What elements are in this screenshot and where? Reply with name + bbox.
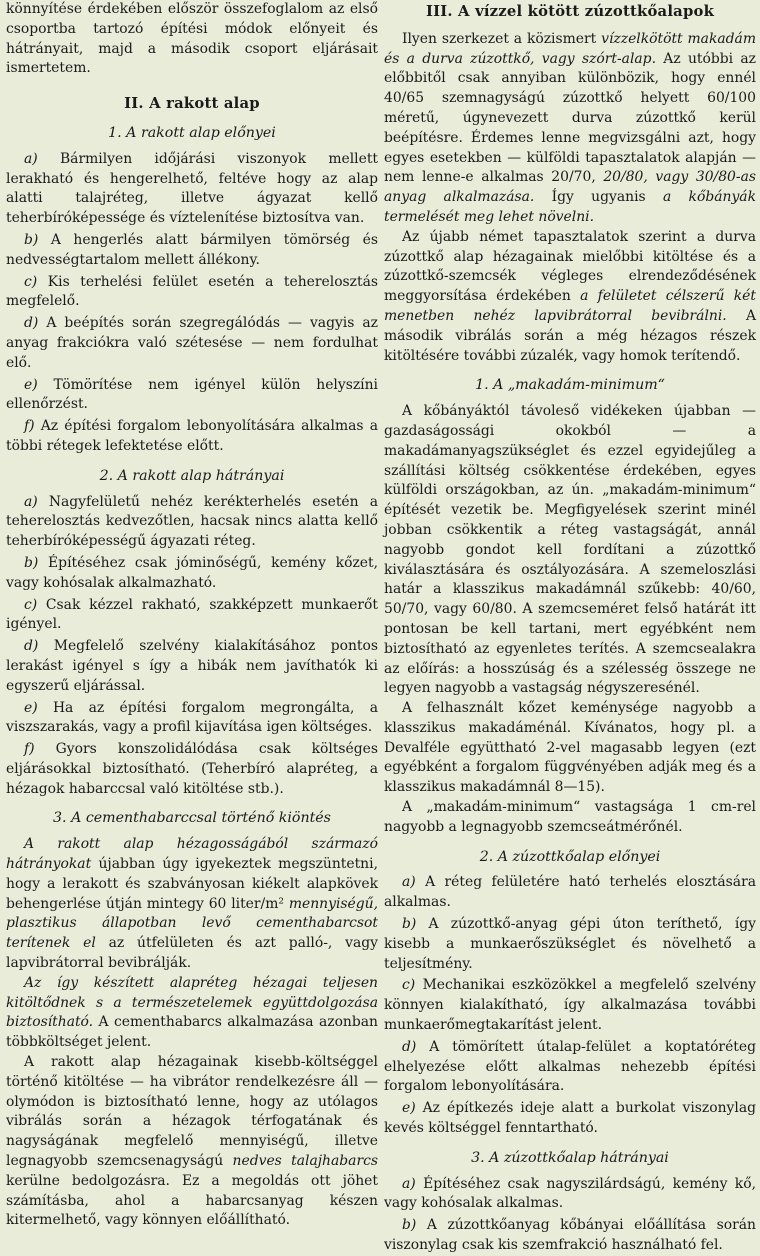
list-text: Gyors konszolidálódása csak költséges eljárásokkal biztosítható. (Teherbíró alapréteg, a hézagok habarccsal való kitöltése stb.). xyxy=(6,741,378,797)
list-item xyxy=(384,1038,756,1097)
list-item xyxy=(384,915,756,974)
list-item xyxy=(384,1175,756,1215)
emphasis-text: a felületet célszerű két menetben nehéz lapvibrátorral bevibrálni. xyxy=(384,288,756,324)
body-paragraph: A „makadám-minimum“ vastagsága 1 cm-rel nagyobb a legnagyobb szemcseátmérőnél. xyxy=(384,799,756,835)
list-item xyxy=(6,273,378,313)
list-text: A zúzottkőanyag kőbányai előállítása során viszonylag csak kis szemfrakció használható fel. xyxy=(384,1217,756,1254)
list-text: A hengerlés alatt bármilyen tömörség és nedvességtartalom mellett állékony. xyxy=(6,231,378,268)
list-item xyxy=(6,231,378,271)
subsection-heading: 2. A rakott alap hátrányai xyxy=(99,467,285,484)
list-item xyxy=(6,150,378,229)
subsection-heading: 2. A zúzottkőalap előnyei xyxy=(479,848,661,865)
list-marker: c) xyxy=(402,977,416,994)
list-marker: d) xyxy=(24,638,39,655)
list-marker: d) xyxy=(24,315,39,332)
body-text: Az újabb német tapasztalatok szerint a durva zúzottkő alap hézagainak mielőbbi kitöltése és a zúzottkő-szemcsék végleges elrendeződésének meggyorsítása érdekében xyxy=(384,228,756,305)
list-text: A beépítés során szegregálódás — vagyis az anyag frakciókra való szétesése — nem fordulhat elő. xyxy=(6,315,378,371)
list-text: Építéséhez csak nagyszilárdságú, kemény kő, vagy kohósalak alkalmas. xyxy=(384,1175,756,1212)
list-text: Az építkezés ideje alatt a burkolat viszonylag kevés költséggel fenntartható. xyxy=(384,1100,756,1137)
list-marker: c) xyxy=(24,273,38,290)
emphasis-text: nedves talajhabarcs xyxy=(223,1153,378,1170)
list-text: Ha az építési forgalom megrongálta, a viszszarakás, vagy a profil kijavítása igen költséges. xyxy=(6,699,378,736)
body-paragraph xyxy=(6,835,378,974)
list-text: A tömörített útalap-felület a koptatóréteg elhelyezése előtt alkalmas nehezebb építési forgalom lebonyolítására. xyxy=(384,1038,756,1095)
body-text: az útfelületen és azt palló-, vagy lapvibrátorral bevibrálják. xyxy=(6,935,378,972)
list-item xyxy=(6,554,378,594)
emphasis-text: a kőbányák termelését meg lehet növelni. xyxy=(384,189,757,225)
body-paragraph xyxy=(6,1053,378,1231)
list-text: Kis terhelési felület esetén a teherelosztás megfelelő. xyxy=(6,273,378,310)
list-item xyxy=(384,976,756,1035)
list-text: Az építési forgalom lebonyolítására alkalmas a többi rétegek lefektetése előtt. xyxy=(6,418,378,454)
list-marker: a) xyxy=(402,1175,416,1192)
list-marker: e) xyxy=(24,376,38,393)
list-marker: b) xyxy=(402,1217,417,1234)
body-text: A második vibrálás során a még hézagos részek kitöltésére további zúzalék, vagy homok terítendő. xyxy=(384,307,756,364)
list-marker: a) xyxy=(402,874,416,891)
body-paragraph xyxy=(384,30,756,228)
list-item xyxy=(6,637,378,696)
body-text: A cementhabarcs alkalmazása azonban többköltséget jelent. xyxy=(6,1014,378,1051)
list-marker: b) xyxy=(24,554,39,571)
body-text: A rakott alap hézagainak kisebb-költséggel történő kitöltése — ha vibrátor rendelkezésre áll — olymódon is biztosítható lenne, hogy az utólagos vibrálás során a hézagok térfogatának és nagyságának megfelelő mennyiségű, illetve legnagyobb szemcsenagyságú xyxy=(6,1054,378,1170)
list-marker: b) xyxy=(402,916,417,933)
body-paragraph xyxy=(6,974,378,1053)
list-item xyxy=(6,699,378,739)
intro-paragraph: könnyítése érdekében először összefoglalom az első csoportba tartozó építési módok előnyeit és hátrányait, majd a második csoport eljárásait ismertetem. xyxy=(6,1,378,77)
list-text: A zúzottkő-anyag gépi úton teríthető, így kisebb a munkaerőszükséglet és növelhető a teljesítmény. xyxy=(384,916,756,972)
list-text: Megfelelő szelvény kialakításához pontos lerakást igényel s így a hibák nem javíthatók ki egyszerű eljárással. xyxy=(6,638,378,694)
subsection-heading: 3. A zúzottkőalap hátrányai xyxy=(471,1149,669,1166)
list-marker: e) xyxy=(402,1100,416,1117)
list-marker: f) xyxy=(24,418,35,435)
subsection-heading: 1. A „makadám-minimum“ xyxy=(475,377,665,394)
list-item xyxy=(6,417,378,457)
emphasis-text: Az így készített alapréteg hézagai teljesen kitöltődnek s a természetelemek együttdolgozása biztosítható. xyxy=(6,974,378,1031)
section-3-heading: III. A vízzel kötött zúzottkőalapok xyxy=(425,3,715,20)
list-item xyxy=(6,314,378,373)
body-paragraph: A kőbányáktól távoleső vidékeken újabban — gazdaságossági okokból — a makadámanyagszükséglet és ezzel egyidejűleg a szállítási költség csökkentése érdekében, egyes külföldi országokban, az ún. „makadám-minimum“ építését vezetik be. Megfigyelések szerint minél jobban csökkentik a réteg vastagságát, annál nagyobb gondot kell fordítani a zúzottkő kiválasztására és osztályozására. A szemeloszlási határ a klasszikus makadámnál szűkebb: 40/60, 50/70, vagy 60/80. A szemcseméret felső határát itt pontosan be kell tartani, mert egyébként nem biztosítható az egyenletes terítés. A szemcsealakra az előírás: a hosszúság és a szélesség összege ne legyen nagyobb a vastagság négyszeresénél. xyxy=(384,403,756,697)
emphasis-text: 20/80, vagy 30/80-as anyag alkalmazása. xyxy=(384,169,756,206)
list-item xyxy=(6,596,378,636)
body-paragraph xyxy=(384,228,756,367)
list-item xyxy=(6,376,378,416)
body-text: újabban úgy igyekeztek megszüntetni, hogy a lerakott és szabványosan kiékelt alapkövek behengerlése útján mintegy 60 liter/m² xyxy=(6,856,378,912)
body-text: Így ugyanis xyxy=(534,189,646,206)
section-2-heading: II. A rakott alap xyxy=(124,95,260,113)
body-paragraph: A felhasznált kőzet keménysége nagyobb a klasszikus makadáménál. Kívánatos, hogy pl. a Devalféle együttható 2-vel magasabb legyen (ezt egyébként a forgalom függvényében adják meg és a klasszikus makadámnál 8—15). xyxy=(384,700,756,796)
list-item xyxy=(384,873,756,913)
list-item xyxy=(384,1216,756,1256)
emphasis-text: mennyiségű, plasztikus állapotban levő cementhabarcsot terítenek el xyxy=(6,895,378,952)
list-marker: a) xyxy=(24,150,38,167)
list-item xyxy=(384,1099,756,1139)
list-item xyxy=(6,493,378,552)
emphasis-text: A rakott alap hézagosságából származó hátrányokat xyxy=(6,836,378,873)
emphasis-text: vízzelkötött makadám és a durva zúzottkő, vagy szórt-alap. xyxy=(384,30,757,67)
body-text: kerülne bedolgozásra. Ez a megoldás ott jöhet számításba, ahol a habarcsanyag készen kitermelhető, vagy könnyen előállítható. xyxy=(6,1172,378,1229)
list-text: Mechanikai eszközökkel a megfelelő szelvény könnyen kialakítható, így alkalmazása további munkaerőmegtakarítást jelent. xyxy=(384,977,757,1034)
body-text: Az utóbbi az előbbitől csak annyiban különbözik, hogy ennél 40/65 szemnagyságú zúzottkő helyett 60/100 méretű, úgynevezett durva zúzottkő kerül beépítésre. Érdemes lenne megvizsgálni azt, hogy egyes esetekben — külföldi tapasztalatok alapján — nem lenne-e alkalmas 20/70, xyxy=(384,50,756,186)
list-text: A réteg felületére ható terhelés elosztására alkalmas. xyxy=(384,874,756,911)
subsection-heading: 1. A rakott alap előnyei xyxy=(108,124,276,141)
list-text: Tömörítése nem igényel külön helyszíni ellenőrzést. xyxy=(6,376,378,413)
list-item xyxy=(6,740,378,799)
list-marker: e) xyxy=(24,699,38,716)
list-text: Nagyfelületű nehéz kerékterhelés esetén a teherelosztás kedvezőtlen, hacsak nincs alatta kellő teherbíróképességű ágyazati réteg. xyxy=(6,493,378,550)
list-marker: b) xyxy=(24,231,39,248)
list-marker: d) xyxy=(402,1038,417,1055)
list-text: Csak kézzel rakható, szakképzett munkaerőt igényel. xyxy=(6,596,378,633)
list-text: Építéséhez csak jóminőségű, kemény kőzet, vagy kohósalak alkalmazható. xyxy=(6,554,378,591)
list-text: Bármilyen időjárási viszonyok mellett lerakható és hengerelhető, feltéve hogy az alap alatti talajréteg, illetve ágyazat kellő teherbíróképessége és víztelenítése biztosítva van. xyxy=(6,150,378,227)
subsection-heading: 3. A cementhabarccsal történő kiöntés xyxy=(53,810,331,827)
list-marker: a) xyxy=(24,493,38,510)
list-marker: c) xyxy=(24,596,38,613)
right-column xyxy=(384,0,757,1254)
body-text: Ilyen szerkezet a közismert xyxy=(402,30,597,47)
left-column xyxy=(6,0,378,1229)
list-marker: f) xyxy=(24,741,35,758)
